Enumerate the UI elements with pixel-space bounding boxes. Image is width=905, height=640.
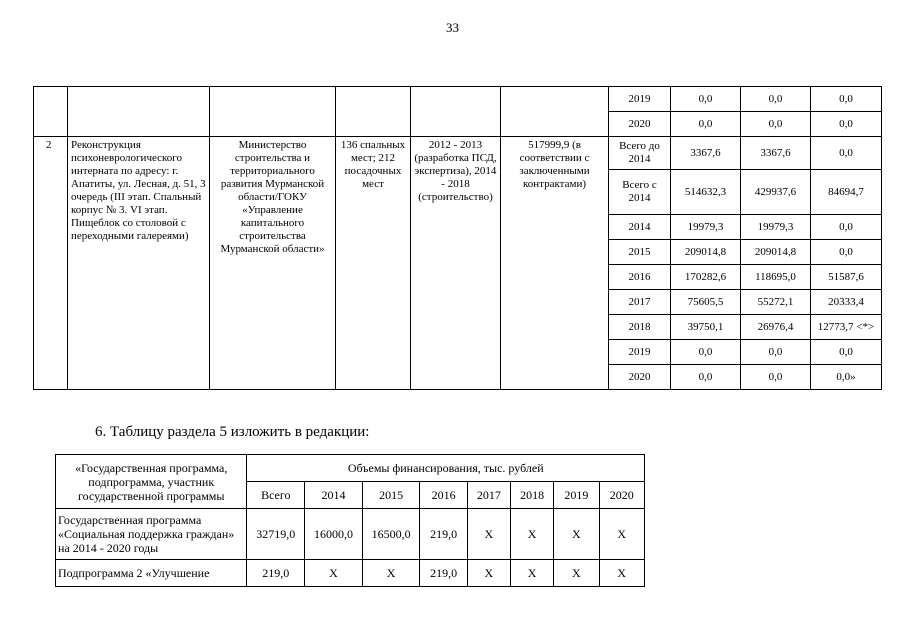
column-header-program: «Государственная программа, подпрограмма, участник государственной программы xyxy=(56,455,247,509)
table-cell: X xyxy=(599,509,644,560)
value-b-cell: 12773,7 <*> xyxy=(811,315,882,340)
value-b-cell: 84694,7 xyxy=(811,170,882,215)
year-cell: 2019 xyxy=(609,340,671,365)
value-a-cell: 3367,6 xyxy=(741,137,811,170)
table-row xyxy=(34,137,882,170)
value-a-cell: 26976,4 xyxy=(741,315,811,340)
total-cell: 75605,5 xyxy=(671,290,741,315)
year-cell: Всего с 2014 xyxy=(609,170,671,215)
year-cell: 2015 xyxy=(609,240,671,265)
object-description: Реконструкция психоневрологического интерната по адресу: г. Апатиты, ул. Лесная, д. 51, 3 очередь (III этап. Спальный корпус № 3. VI этап. Пищеблок со столовой с переходными галереями) xyxy=(68,137,210,390)
customer-cell: Министерство строительства и территориального развития Мурманской области/ГОКУ «Управление капитального строительства Мурманской области» xyxy=(210,137,336,390)
table-cell: X xyxy=(510,509,553,560)
row-label: Подпрограмма 2 «Улучшение xyxy=(56,560,247,587)
year-cell: 2017 xyxy=(609,290,671,315)
value-a-cell: 118695,0 xyxy=(741,265,811,290)
table-row xyxy=(56,560,645,587)
value-a-cell: 19979,3 xyxy=(741,215,811,240)
page-number: 33 xyxy=(446,20,459,35)
column-header: 2014 xyxy=(305,482,363,509)
table-cell: 219,0 xyxy=(247,560,305,587)
year-cell: 2014 xyxy=(609,215,671,240)
value-b-cell: 0,0 xyxy=(811,240,882,265)
year-cell: Всего до 2014 xyxy=(609,137,671,170)
value-a-cell: 0,0 xyxy=(741,340,811,365)
empty-cell xyxy=(501,87,609,137)
total-cell: 0,0 xyxy=(671,87,741,112)
table-cell: X xyxy=(362,560,420,587)
value-b-cell: 20333,4 xyxy=(811,290,882,315)
capacity-cell: 136 спальных мест; 212 посадочных мест xyxy=(336,137,411,390)
empty-cell xyxy=(411,87,501,137)
period-cell: 2012 - 2013 (разработка ПСД, экспертиза), 2014 - 2018 (строительство) xyxy=(411,137,501,390)
table-cell: X xyxy=(554,560,599,587)
funding-table xyxy=(55,454,645,587)
value-b-cell: 0,0 xyxy=(811,137,882,170)
column-header: Всего xyxy=(247,482,305,509)
value-b-cell: 0,0 xyxy=(811,340,882,365)
year-cell: 2016 xyxy=(609,265,671,290)
table-cell: 32719,0 xyxy=(247,509,305,560)
year-cell: 2020 xyxy=(609,112,671,137)
funding-header: Объемы финансирования, тыс. рублей xyxy=(247,455,645,482)
total-cell: 0,0 xyxy=(671,340,741,365)
empty-cell xyxy=(336,87,411,137)
value-a-cell: 0,0 xyxy=(741,87,811,112)
section-heading: 6. Таблицу раздела 5 изложить в редакции: xyxy=(95,424,370,440)
total-cell: 3367,6 xyxy=(671,137,741,170)
table-cell: X xyxy=(554,509,599,560)
year-cell: 2018 xyxy=(609,315,671,340)
table-cell: 219,0 xyxy=(420,560,467,587)
value-b-cell: 0,0 xyxy=(811,112,882,137)
column-header: 2018 xyxy=(510,482,553,509)
total-cell: 209014,8 xyxy=(671,240,741,265)
column-header: 2017 xyxy=(467,482,510,509)
table-cell: X xyxy=(467,509,510,560)
table-cell: X xyxy=(510,560,553,587)
column-header: 2020 xyxy=(599,482,644,509)
value-a-cell: 209014,8 xyxy=(741,240,811,265)
value-a-cell: 55272,1 xyxy=(741,290,811,315)
table-cell: 16000,0 xyxy=(305,509,363,560)
cost-cell: 517999,9 (в соответствии с заключенными контрактами) xyxy=(501,137,609,390)
value-b-cell: 0,0 xyxy=(811,215,882,240)
empty-cell xyxy=(210,87,336,137)
total-cell: 0,0 xyxy=(671,112,741,137)
row-index: 2 xyxy=(34,137,68,390)
value-a-cell: 429937,6 xyxy=(741,170,811,215)
empty-cell xyxy=(68,87,210,137)
year-cell: 2020 xyxy=(609,365,671,390)
value-b-cell: 0,0 xyxy=(811,87,882,112)
construction-objects-table xyxy=(33,86,882,390)
total-cell: 0,0 xyxy=(671,365,741,390)
table-cell: X xyxy=(305,560,363,587)
table-row xyxy=(34,87,882,112)
value-b-cell: 0,0» xyxy=(811,365,882,390)
total-cell: 39750,1 xyxy=(671,315,741,340)
column-header: 2016 xyxy=(420,482,467,509)
table-row xyxy=(56,509,645,560)
total-cell: 19979,3 xyxy=(671,215,741,240)
table-cell: 16500,0 xyxy=(362,509,420,560)
table-cell: X xyxy=(467,560,510,587)
total-cell: 514632,3 xyxy=(671,170,741,215)
value-a-cell: 0,0 xyxy=(741,365,811,390)
column-header: 2015 xyxy=(362,482,420,509)
total-cell: 170282,6 xyxy=(671,265,741,290)
table-header-row xyxy=(56,455,645,482)
empty-cell xyxy=(34,87,68,137)
row-label: Государственная программа «Социальная поддержка граждан» на 2014 - 2020 годы xyxy=(56,509,247,560)
table-cell: 219,0 xyxy=(420,509,467,560)
value-a-cell: 0,0 xyxy=(741,112,811,137)
year-cell: 2019 xyxy=(609,87,671,112)
value-b-cell: 51587,6 xyxy=(811,265,882,290)
table-cell: X xyxy=(599,560,644,587)
column-header: 2019 xyxy=(554,482,599,509)
